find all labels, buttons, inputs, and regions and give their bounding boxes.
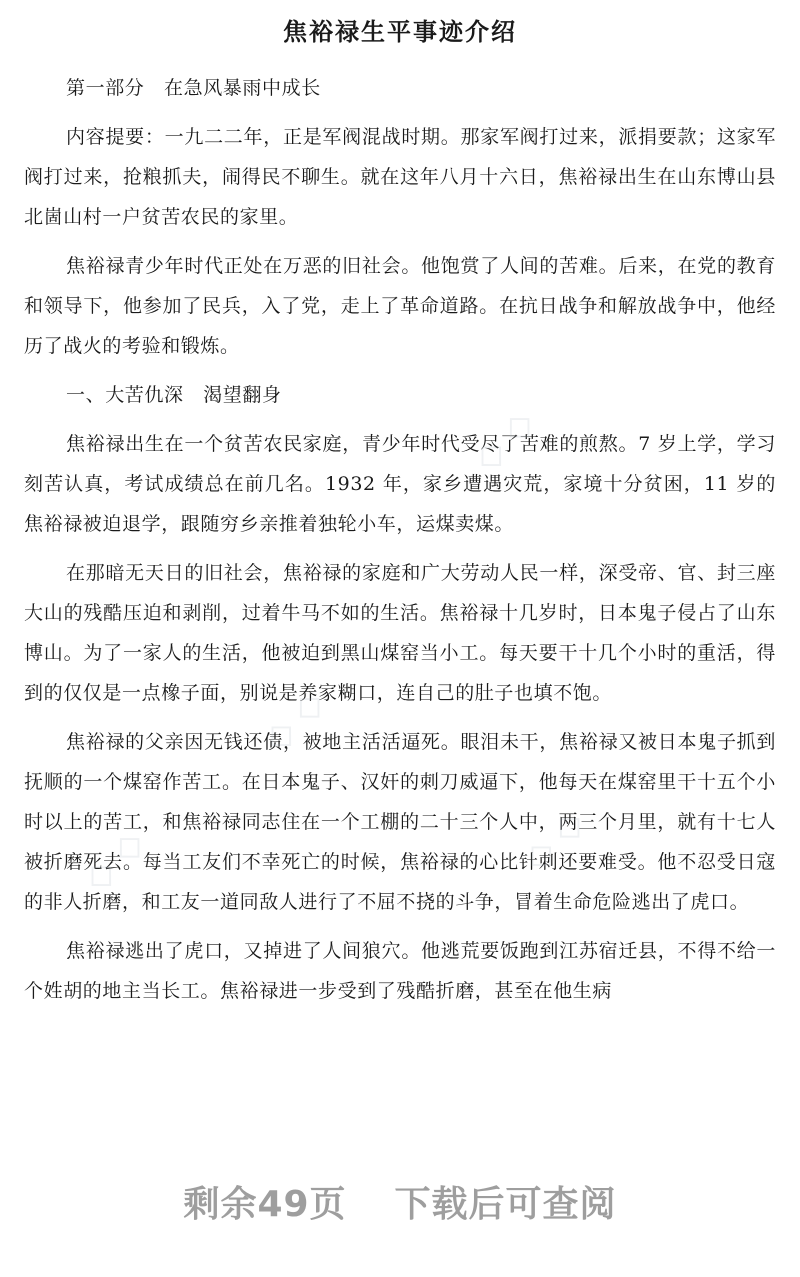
document-title: 焦裕禄生平事迹介绍 <box>283 18 517 46</box>
paragraph: 内容提要：一九二二年，正是军阀混战时期。那家军阀打过来，派捐要款；这家军阀打过来，抢粮抓夫，闹得民不聊生。就在这年八月十六日，焦裕禄出生在山东博山县北崮山村一户贫苦农民的家里。 <box>24 126 776 228</box>
paragraph: 焦裕禄的父亲因无钱还债，被地主活活逼死。眼泪未干，焦裕禄又被日本鬼子抓到抚顺的一个煤窑作苦工。在日本鬼子、汉奸的刺刀威逼下，他每天在煤窑里干十五个小时以上的苦工，和焦裕禄同志住在一个工棚的二十三个人中，两三个月里，就有十七人被折磨死去。每当工友们不幸死亡的时候，焦裕禄的心比针刺还要难受。他不忍受日寇的非人折磨，和工友一道同敌人进行了不屈不挠的斗争，冒着生命危险逃出了虎口。 <box>24 731 776 913</box>
download-more-banner[interactable] <box>0 1176 800 1227</box>
download-hint-text: 下载后可查阅 <box>394 1184 617 1225</box>
paragraph: 焦裕禄出生在一个贫苦农民家庭，青少年时代受尽了苦难的煎熬。7 岁上学，学习刻苦认真，考试成绩总在前几名。1932 年，家乡遭遇灾荒，家境十分贫困，11 岁的焦裕禄被迫退学，跟随穷乡亲推着独轮小车，运煤卖煤。 <box>24 433 776 535</box>
paragraph: 焦裕禄逃出了虎口，又掉进了人间狼穴。他逃荒要饭跑到江苏宿迁县，不得不给一个姓胡的地主当长工。焦裕禄进一步受到了残酷折磨，甚至在他生病 <box>24 940 776 1002</box>
watermark-mark: ◇ ◇ <box>465 401 543 480</box>
watermark-mark: ◇ ◇ <box>515 801 593 880</box>
watermark-mark: ◇ ◇ <box>75 821 153 900</box>
paragraph: 在那暗无天日的旧社会，焦裕禄的家庭和广大劳动人民一样，深受帝、官、封三座大山的残酷压迫和剥削，过着牛马不如的生活。焦裕禄十几岁时，日本鬼子侵占了山东博山。为了一家人的生活，他被迫到黑山煤窑当小工。每天要干十几个小时的重活，得到的仅仅是一点橡子面，别说是养家糊口，连自己的肚子也填不饱。 <box>24 562 776 704</box>
paragraph: 焦裕禄青少年时代正处在万恶的旧社会。他饱赏了人间的苦难。后来，在党的教育和领导下，他参加了民兵，入了党，走上了革命道路。在抗日战争和解放战争中，他经历了战火的考验和锻炼。 <box>24 255 776 357</box>
document-body <box>24 68 776 1020</box>
section-heading: 第一部分 在急风暴雨中成长 <box>66 77 321 99</box>
watermark-mark: ◇ ◇ <box>255 681 333 760</box>
subsection-heading: 一、大苦仇深 渴望翻身 <box>66 384 282 406</box>
remaining-pages-text: 剩余49页 <box>183 1184 347 1225</box>
